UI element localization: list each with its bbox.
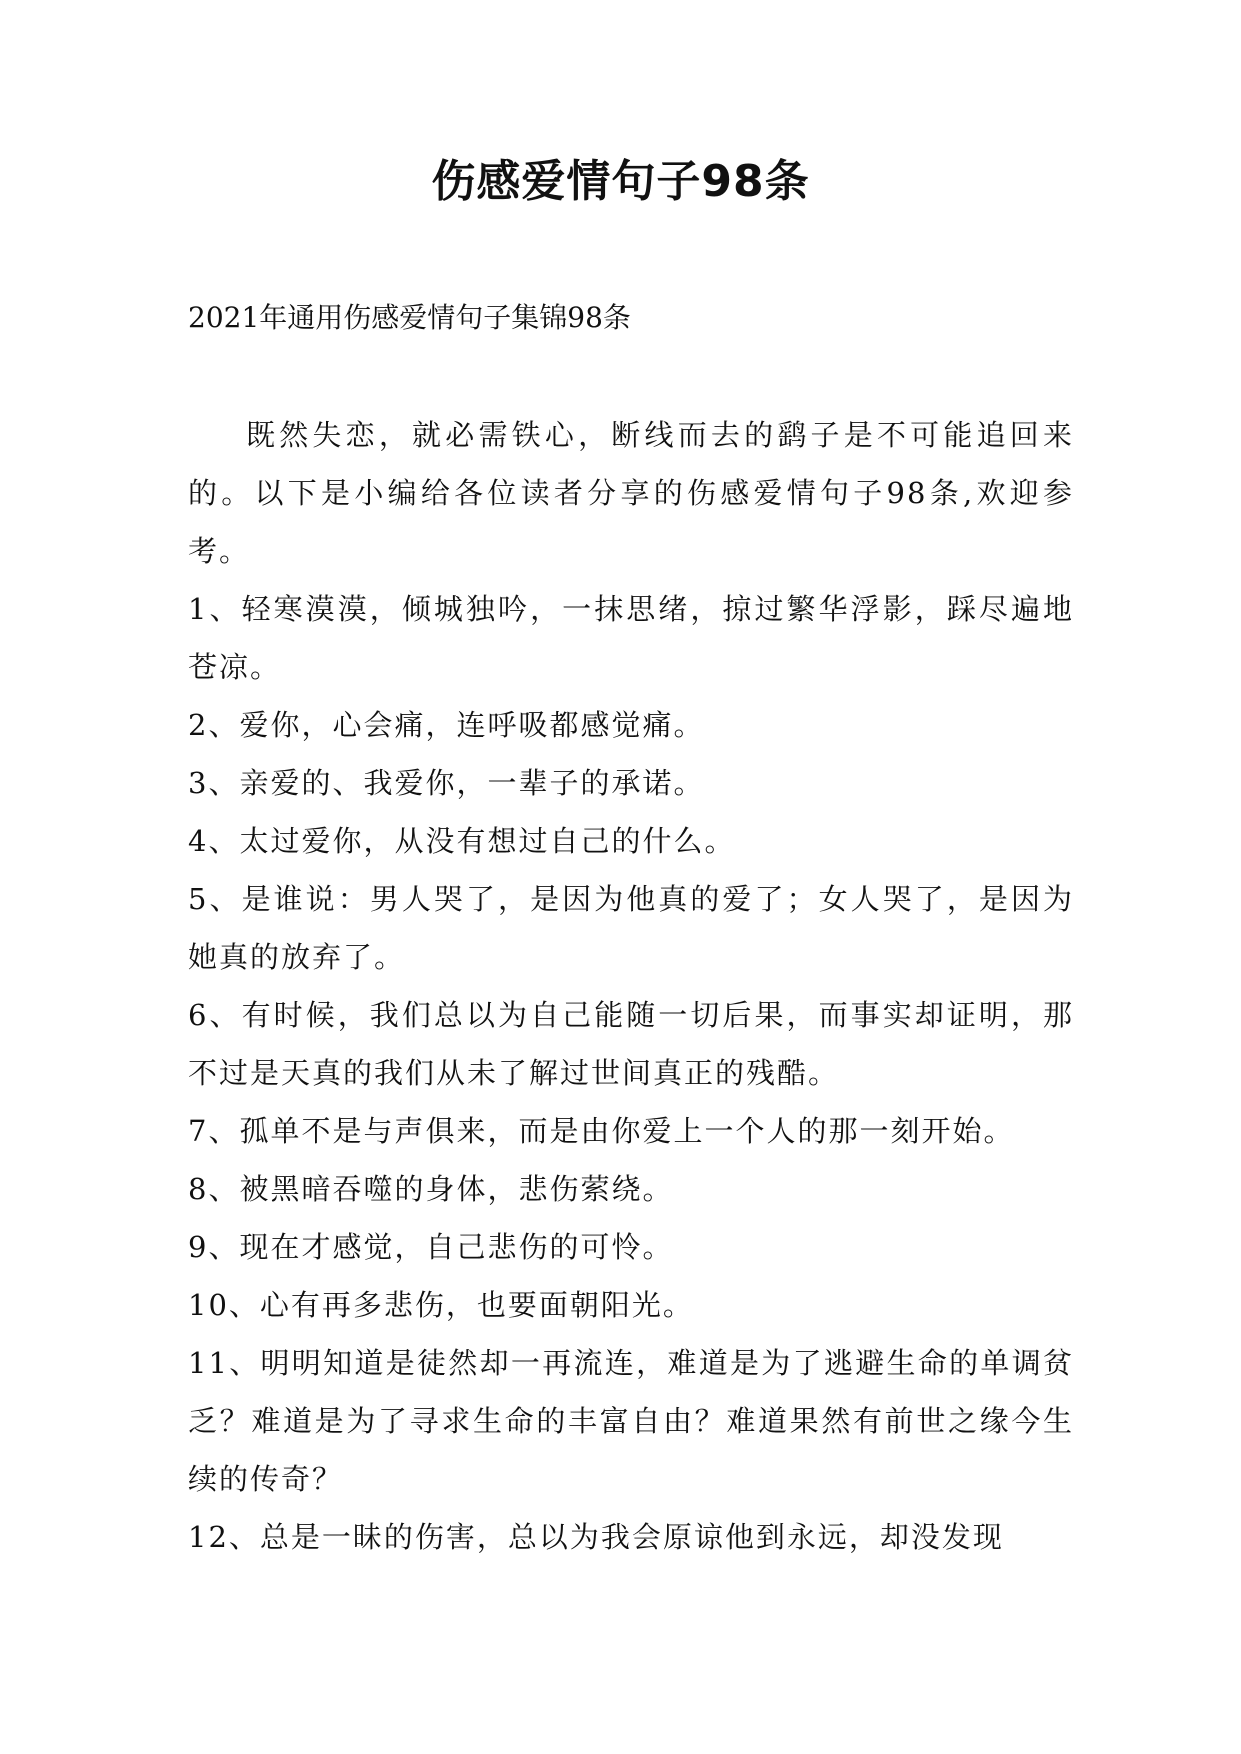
list-item: 8、被黑暗吞噬的身体，悲伤萦绕。 xyxy=(188,1172,674,1206)
list-item: 11、明明知道是徒然却一再流连，难道是为了逃避生命的单调贫乏？难道是为了寻求生命的丰富自由？难道果然有前世之缘今生续的传奇？ xyxy=(188,1346,1074,1496)
list-item: 5、是谁说：男人哭了，是因为他真的爱了；女人哭了，是因为她真的放弃了。 xyxy=(188,882,1074,974)
intro-paragraph: 既然失恋，就必需铁心，断线而去的鹞子是不可能追回来的。以下是小编给各位读者分享的伤感爱情句子98条,欢迎参考。 xyxy=(188,418,1074,568)
list-item: 12、总是一昧的伤害，总以为我会原谅他到永远，却没发现 xyxy=(188,1520,1004,1554)
document-title: 伤感爱情句子98条 xyxy=(431,156,810,207)
list-item: 9、现在才感觉，自己悲伤的可怜。 xyxy=(188,1230,674,1264)
document-subtitle: 2021年通用伤感爱情句子集锦98条 xyxy=(188,301,631,334)
list-item: 3、亲爱的、我爱你，一辈子的承诺。 xyxy=(188,766,705,800)
document-body xyxy=(188,406,1074,1566)
list-item: 1、轻寒漠漠，倾城独吟，一抹思绪，掠过繁华浮影，踩尽遍地苍凉。 xyxy=(188,592,1074,684)
list-item: 10、心有再多悲伤，也要面朝阳光。 xyxy=(188,1288,694,1322)
list-item: 2、爱你，心会痛，连呼吸都感觉痛。 xyxy=(188,708,705,742)
list-item: 6、有时候，我们总以为自己能随一切后果，而事实却证明，那不过是天真的我们从未了解过世间真正的残酷。 xyxy=(188,998,1074,1090)
list-item: 7、孤单不是与声俱来，而是由你爱上一个人的那一刻开始。 xyxy=(188,1114,1015,1148)
list-item: 4、太过爱你，从没有想过自己的什么。 xyxy=(188,824,736,858)
